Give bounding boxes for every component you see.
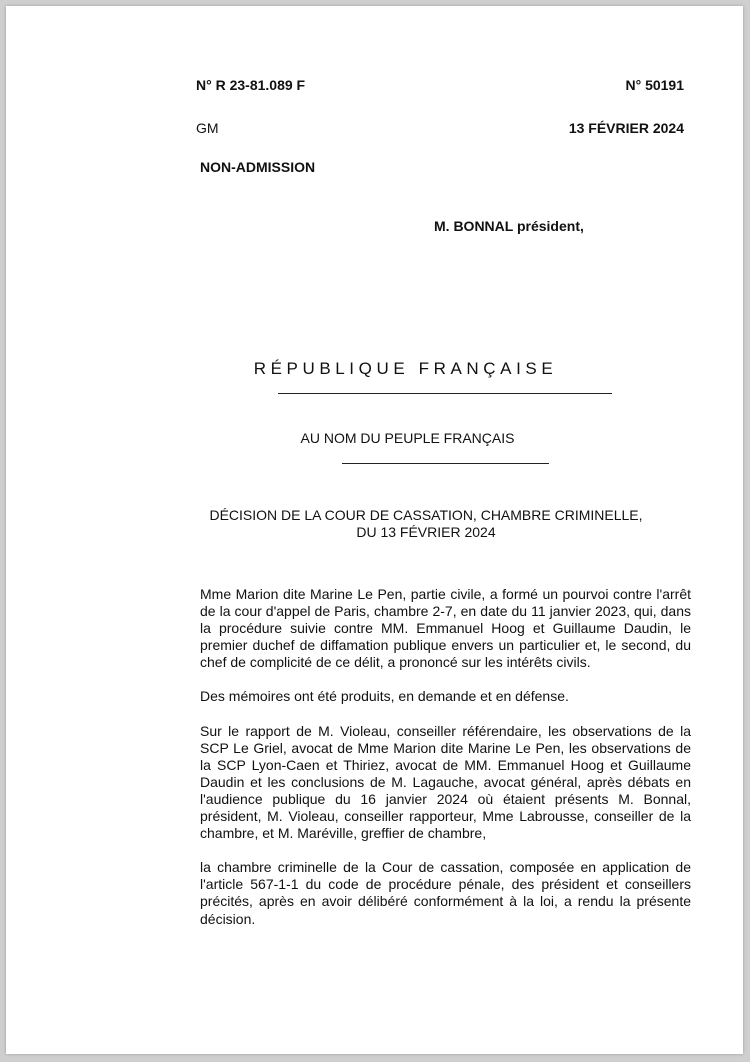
heading-divider (278, 393, 612, 394)
court-title-line-1: DÉCISION DE LA COUR DE CASSATION, CHAMBRE CRIMINELLE, (209, 507, 643, 523)
people-heading: AU NOM DU PEUPLE FRANÇAIS (300, 430, 515, 446)
case-reference-number: N° R 23-81.089 F (196, 77, 306, 93)
decision-body (200, 586, 691, 928)
court-title-line-2: DU 13 FÉVRIER 2024 (356, 524, 496, 540)
decision-number: N° 50191 (625, 77, 684, 93)
paragraph-appeal: Mme Marion dite Marine Le Pen, partie civile, a formé un pourvoi contre l'arrêt de la cour d'appel de Paris, chambre 2-7, en date du 11 janvier 2023, qui, dans la procédure suivie contre MM. Emmanuel Hoog et Guillaume Daudin, le premier duchef de diffamation publique envers un particulier et, le second, du chef de complicité de ce délit, a prononcé sur les intérêts civils. (200, 586, 691, 671)
paragraph-report: Sur le rapport de M. Violeau, conseiller référendaire, les observations de la SCP Le Griel, avocat de Mme Marion dite Marine Le Pen, les observations de la SCP Lyon-Caen et Thiriez, avocat de MM. Emmanuel Hoog et Guillaume Daudin et les conclusions de M. Lagauche, avocat général, après débats en l'audience publique du 16 janvier 2024 où étaient présents M. Bonnal, président, M. Violeau, conseiller rapporteur, Mme Labrousse, conseiller de la chambre, et M. Maréville, greffier de chambre, (200, 722, 691, 842)
court-decision-title (166, 507, 686, 541)
paragraph-chamber: la chambre criminelle de la Cour de cassation, composée en application de l'article 567-1-1 du code de procédure pénale, des président et conseillers précités, après en avoir délibéré conformément à la loi, a rendu la présente décision. (200, 859, 691, 927)
clerk-initials: GM (196, 120, 219, 136)
presiding-judge: M. BONNAL président, (434, 218, 584, 234)
subheading-divider (342, 463, 549, 464)
decision-outcome: NON-ADMISSION (200, 159, 316, 175)
decision-date: 13 FÉVRIER 2024 (568, 120, 684, 136)
republic-heading: RÉPUBLIQUE FRANÇAISE (253, 359, 558, 378)
document-page (6, 6, 743, 1054)
paragraph-briefs: Des mémoires ont été produits, en demande et en défense. (200, 688, 569, 705)
